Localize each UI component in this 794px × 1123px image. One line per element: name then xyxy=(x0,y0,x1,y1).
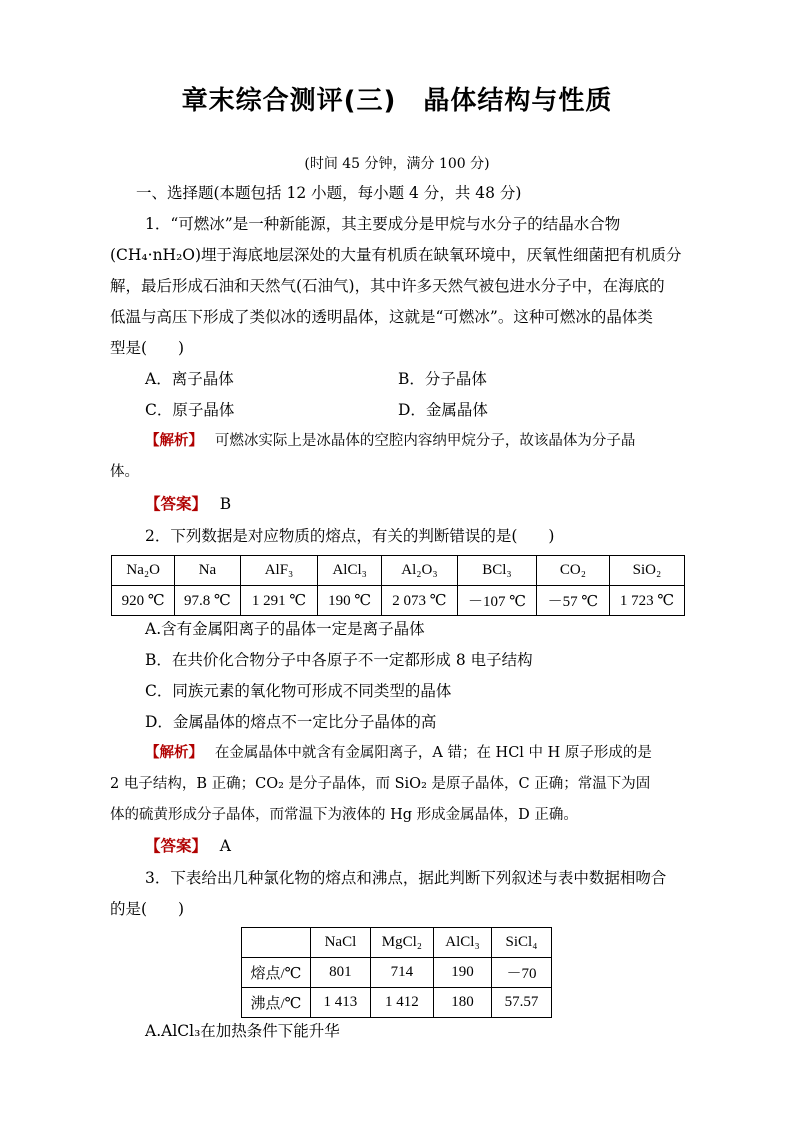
q1-stem-line5: 型是( ) xyxy=(110,339,185,357)
table-cell: Na xyxy=(175,556,240,586)
q2-analysis-tag: 【解析】 xyxy=(145,745,196,761)
q2-stem: 2．下列数据是对应物质的熔点，有关的判断错误的是( ) xyxy=(145,527,555,545)
q2-answer-line xyxy=(145,836,231,856)
section-heading: 一、选择题(本题包括 12 小题，每小题 4 分，共 48 分) xyxy=(136,184,522,202)
q2-answer: A xyxy=(219,837,231,855)
q1-answer-line xyxy=(145,494,231,514)
table-cell: 190 xyxy=(433,958,491,988)
q1-stem-line3: 解，最后形成石油和天然气(石油气)，其中许多天然气被包进水分子中，在海底的 xyxy=(110,277,665,295)
table-cell: 920 ℃ xyxy=(112,586,175,616)
table-cell: 801 xyxy=(310,958,370,988)
q2-melting-point-table xyxy=(111,555,685,616)
table-cell: 熔点/℃ xyxy=(242,958,311,988)
table-cell: 1 723 ℃ xyxy=(609,586,684,616)
table-cell: 1 413 xyxy=(310,988,370,1018)
q3-stem-line2: 的是( ) xyxy=(110,900,185,918)
q1-option-a: A．离子晶体 xyxy=(145,370,234,388)
table-row xyxy=(112,586,685,616)
q1-analysis-line2: 体。 xyxy=(110,464,139,480)
q2-option-a: A.含有金属阳离子的晶体一定是离子晶体 xyxy=(145,620,425,638)
table-header-row xyxy=(112,556,685,586)
table-cell: MgCl₂ xyxy=(370,928,433,958)
q3-option-a: A.AlCl₃在加热条件下能升华 xyxy=(145,1022,340,1040)
table-cell: 190 ℃ xyxy=(318,586,381,616)
q1-option-d: D．金属晶体 xyxy=(398,401,488,419)
q1-option-c: C．原子晶体 xyxy=(145,401,235,419)
table-cell: BCl₃ xyxy=(458,556,537,586)
table-cell: 57.57 xyxy=(492,988,552,1018)
q2-option-d: D．金属晶体的熔点不一定比分子晶体的高 xyxy=(145,713,437,731)
time-score-note: (时间 45 分钟，满分 100 分) xyxy=(304,156,490,172)
table-cell: －57 ℃ xyxy=(536,586,609,616)
table-cell: SiCl₄ xyxy=(492,928,552,958)
table-cell: SiO₂ xyxy=(609,556,684,586)
table-cell: －70 xyxy=(492,958,552,988)
table-cell: 沸点/℃ xyxy=(242,988,311,1018)
table-cell: AlCl₃ xyxy=(433,928,491,958)
q1-answer-tag: 【答案】 xyxy=(145,495,200,513)
q2-analysis-line1 xyxy=(145,743,652,763)
q2-analysis-line2: 2 电子结构，B 正确；CO₂ 是分子晶体，而 SiO₂ 是原子晶体，C 正确；常温下为固 xyxy=(110,776,651,792)
table-cell: Al₂O₃ xyxy=(381,556,457,586)
q1-analysis-tag: 【解析】 xyxy=(145,433,196,449)
table-cell: 180 xyxy=(433,988,491,1018)
table-cell: NaCl xyxy=(310,928,370,958)
table-cell xyxy=(242,928,311,958)
q2-option-c: C．同族元素的氧化物可形成不同类型的晶体 xyxy=(145,682,452,700)
table-cell: 2 073 ℃ xyxy=(381,586,457,616)
q1-option-b: B．分子晶体 xyxy=(398,370,487,388)
table-header-row xyxy=(242,928,552,958)
table-cell: AlCl₃ xyxy=(318,556,381,586)
table-row xyxy=(242,988,552,1018)
table-cell: 714 xyxy=(370,958,433,988)
q2-answer-tag: 【答案】 xyxy=(145,837,200,855)
q2-analysis-text1: 在金属晶体中就含有金属阳离子，A 错；在 HCl 中 H 原子形成的是 xyxy=(214,745,652,761)
q1-analysis-line1 xyxy=(145,431,635,451)
q1-stem-line4: 低温与高压下形成了类似冰的透明晶体，这就是“可燃冰”。这种可燃冰的晶体类 xyxy=(110,308,653,326)
table-cell: AlF₃ xyxy=(240,556,318,586)
page-title: 章末综合测评(三) 晶体结构与性质 xyxy=(181,86,613,116)
q3-chloride-table xyxy=(241,927,552,1018)
q1-stem-line2: (CH₄·nH₂O)埋于海底地层深处的大量有机质在缺氧环境中，厌氧性细菌把有机质分 xyxy=(110,246,682,264)
table-cell: CO₂ xyxy=(536,556,609,586)
q2-analysis-line3: 体的硫黄形成分子晶体，而常温下为液体的 Hg 形成金属晶体，D 正确。 xyxy=(110,807,578,823)
q2-option-b: B．在共价化合物分子中各原子不一定都形成 8 电子结构 xyxy=(145,651,533,669)
table-cell: －107 ℃ xyxy=(458,586,537,616)
q1-answer: B xyxy=(219,495,232,513)
q3-stem-line1: 3．下表给出几种氯化物的熔点和沸点，据此判断下列叙述与表中数据相吻合 xyxy=(145,869,667,887)
table-row xyxy=(242,958,552,988)
table-cell: 1 412 xyxy=(370,988,433,1018)
table-cell: Na₂O xyxy=(112,556,175,586)
table-cell: 97.8 ℃ xyxy=(175,586,240,616)
q1-stem-line1: 1．“可燃冰”是一种新能源，其主要成分是甲烷与水分子的结晶水合物 xyxy=(145,215,621,233)
q1-analysis-text1: 可燃冰实际上是冰晶体的空腔内容纳甲烷分子，故该晶体为分子晶 xyxy=(214,433,636,449)
table-cell: 1 291 ℃ xyxy=(240,586,318,616)
